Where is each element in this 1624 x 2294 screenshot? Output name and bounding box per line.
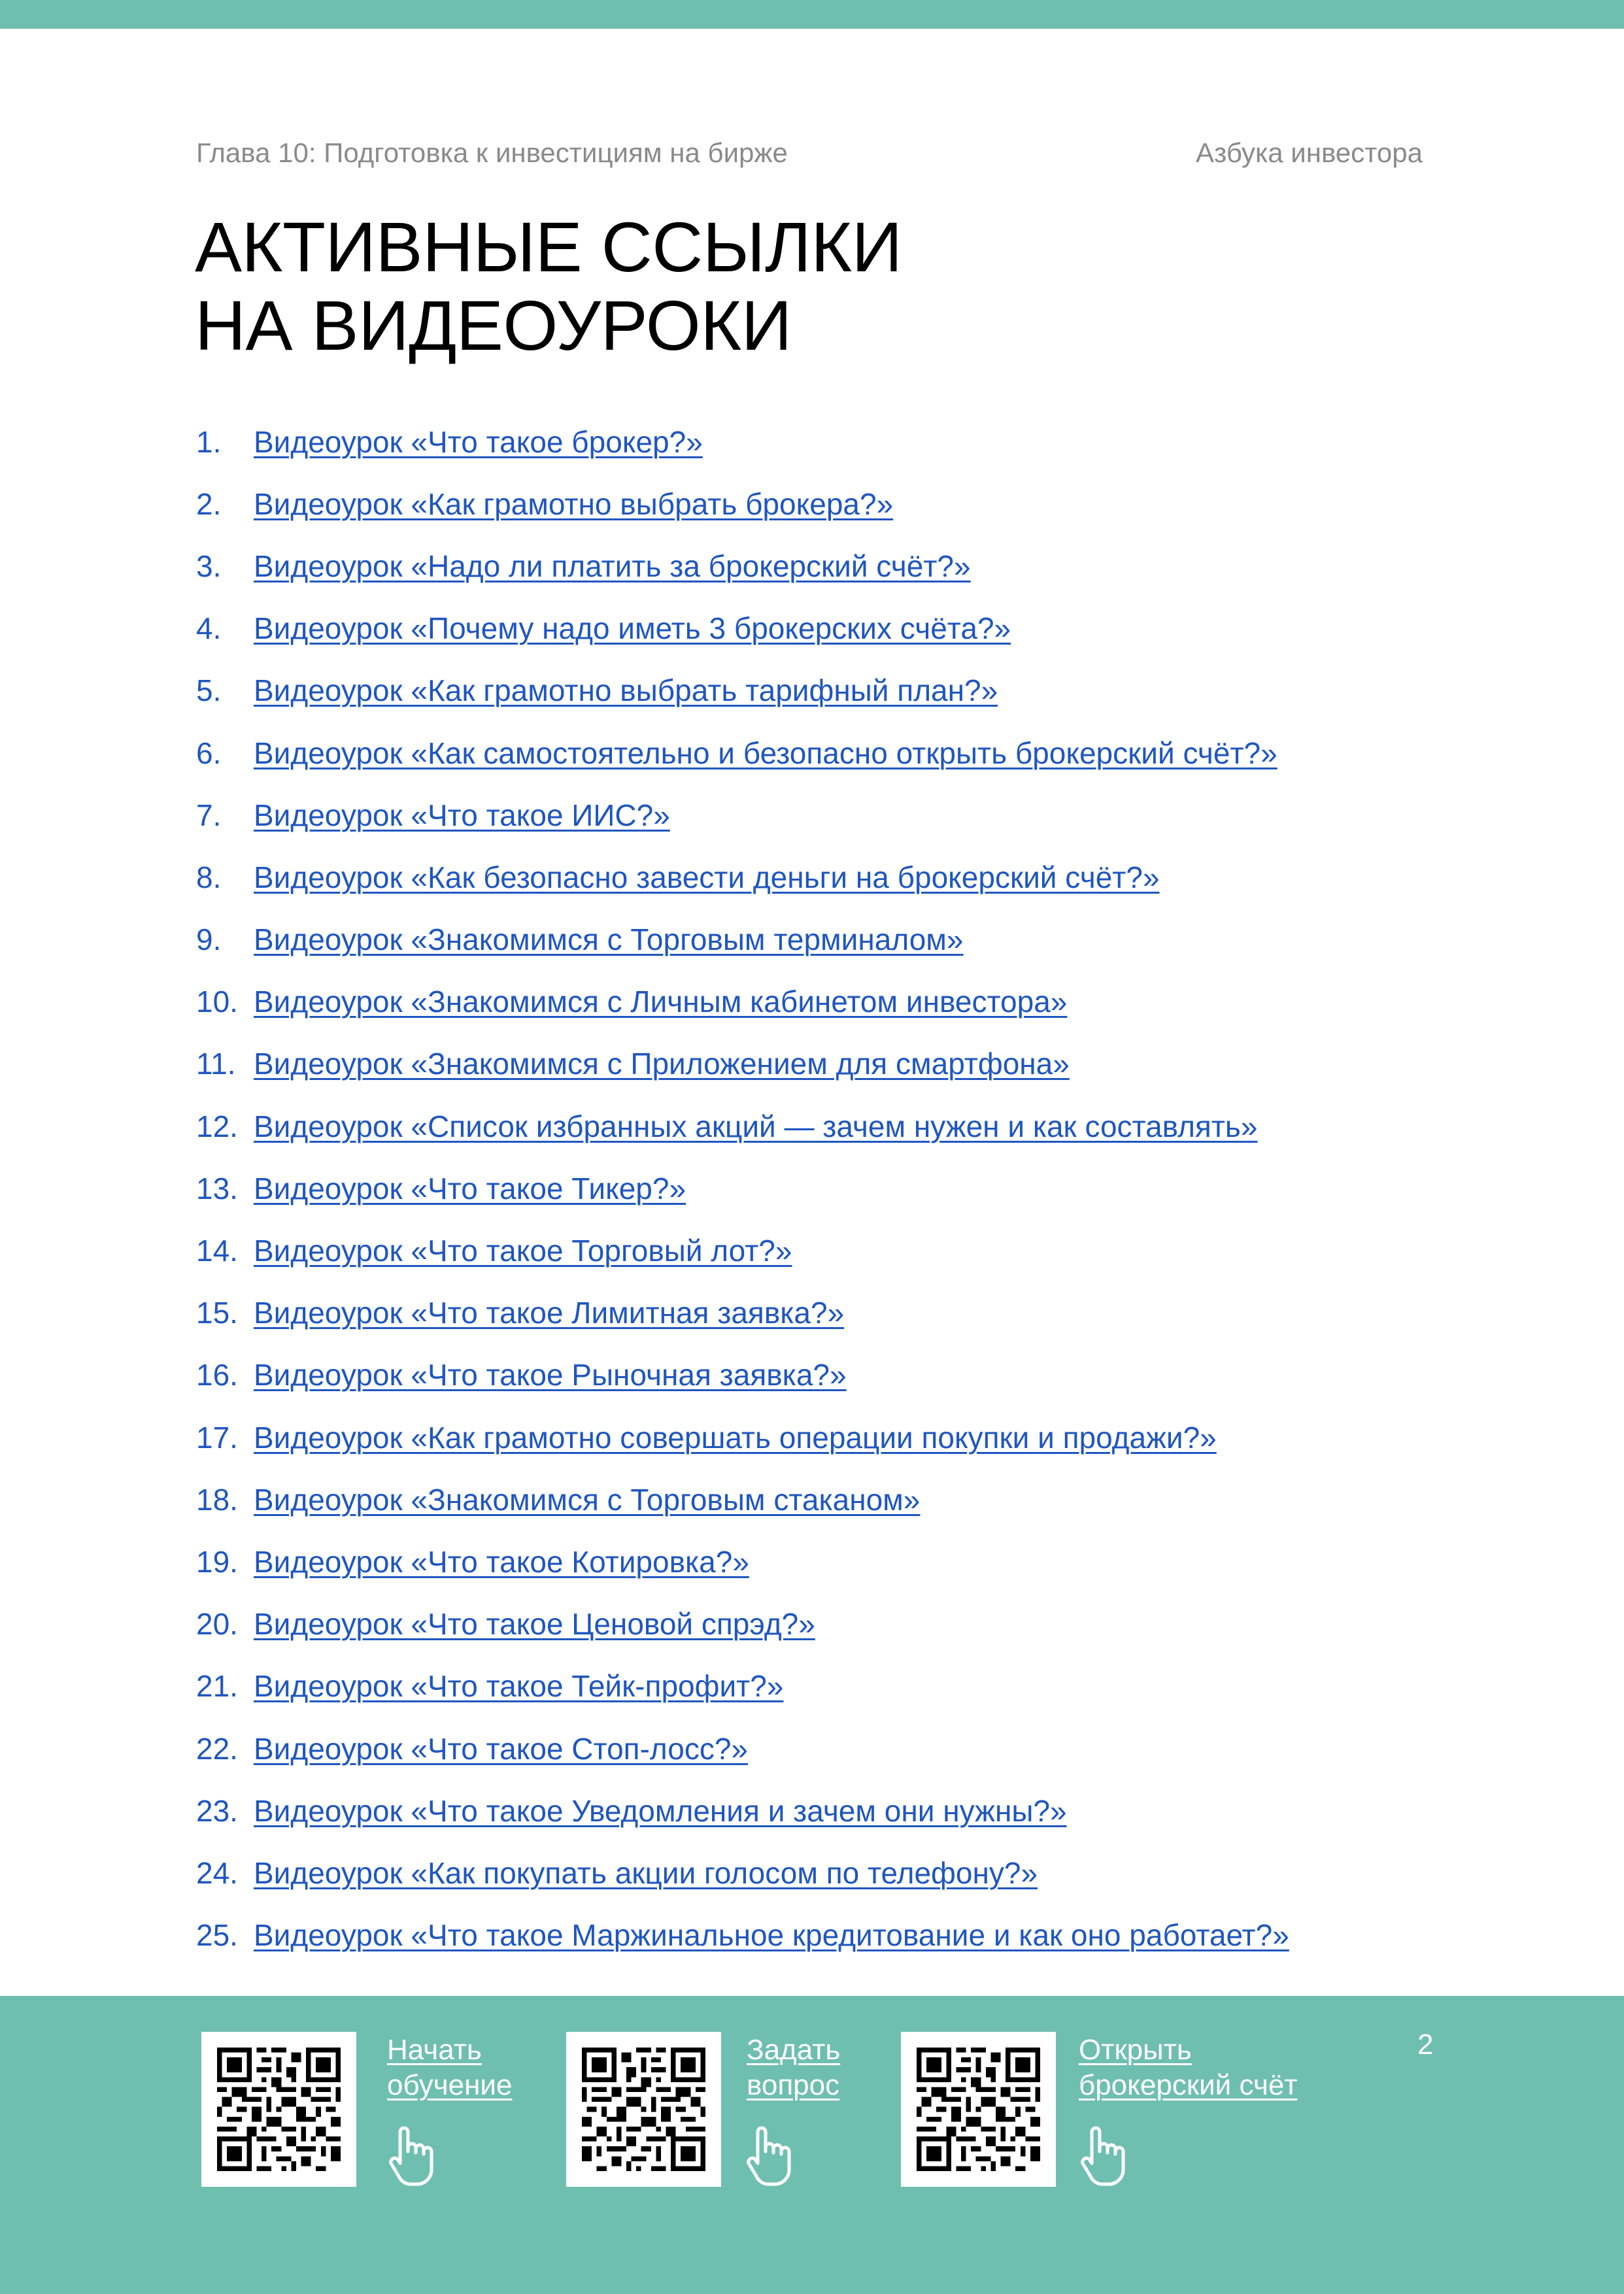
lesson-link[interactable]: Видеоурок «Что такое Рыночная заявка?» [254, 1358, 847, 1392]
lesson-link[interactable]: Видеоурок «Что такое Маржинальное кредитование и как оно работает?» [254, 1918, 1289, 1953]
lesson-link[interactable]: Видеоурок «Что такое Лимитная заявка?» [254, 1296, 845, 1330]
list-number: 25. [196, 1918, 238, 1953]
list-item [196, 1219, 1289, 1281]
list-item [196, 1282, 1289, 1344]
list-item [196, 1406, 1289, 1468]
lesson-link[interactable]: Видеоурок «Что такое Уведомления и зачем они нужны?» [254, 1793, 1067, 1828]
list-item [196, 1095, 1289, 1157]
list-number: 12. [196, 1109, 238, 1143]
list-number: 11. [196, 1047, 236, 1081]
qr-code-open-account[interactable] [901, 2032, 1056, 2187]
lesson-link[interactable]: Видеоурок «Что такое брокер?» [254, 424, 703, 459]
list-item [196, 1655, 1289, 1717]
list-item [196, 722, 1289, 784]
cta-line: Начать [387, 2034, 482, 2066]
list-item [196, 1344, 1289, 1406]
cta-line: брокерский счёт [1079, 2069, 1298, 2101]
lesson-link[interactable]: Видеоурок «Знакомимся с Торговым стаканом» [254, 1482, 921, 1517]
qr-code-icon [917, 2048, 1040, 2171]
cta-line: Задать [747, 2034, 841, 2066]
lesson-link[interactable]: Видеоурок «Знакомимся с Приложением для смартфона» [254, 1047, 1070, 1081]
list-number: 16. [196, 1358, 238, 1392]
running-header [196, 135, 1423, 171]
list-item [196, 535, 1289, 597]
list-item [196, 909, 1289, 971]
lesson-list [196, 411, 1289, 1966]
cta-line: Открыть [1079, 2034, 1192, 2066]
page-title [195, 208, 902, 365]
list-number: 5. [196, 673, 222, 708]
top-accent-bar [0, 0, 1624, 29]
list-item [196, 1904, 1289, 1966]
ask-question-link[interactable] [747, 2033, 840, 2103]
lesson-link[interactable]: Видеоурок «Знакомимся с Личным кабинетом инвестора» [254, 985, 1068, 1019]
lesson-link[interactable]: Видеоурок «Что такое Торговый лот?» [254, 1234, 792, 1268]
cta-line: обучение [387, 2069, 513, 2101]
list-item [196, 1033, 1289, 1095]
pointing-hand-icon [386, 2124, 438, 2187]
lesson-link[interactable]: Видеоурок «Как грамотно совершать операции покупки и продажи?» [254, 1420, 1217, 1455]
lesson-link[interactable]: Видеоурок «Что такое Ценовой спрэд?» [254, 1607, 815, 1642]
lesson-link[interactable]: Видеоурок «Как самостоятельно и безопасно открыть брокерский счёт?» [254, 735, 1277, 770]
lesson-link[interactable]: Видеоурок «Почему надо иметь 3 брокерских счёта?» [254, 611, 1011, 646]
list-number: 15. [196, 1296, 238, 1330]
open-account-link[interactable] [1079, 2033, 1298, 2103]
lesson-link[interactable]: Видеоурок «Как грамотно выбрать брокера?» [254, 486, 894, 521]
list-item [196, 1468, 1289, 1530]
list-item [196, 660, 1289, 722]
list-item [196, 1780, 1289, 1842]
list-number: 4. [196, 611, 222, 646]
lesson-link[interactable]: Видеоурок «Надо ли платить за брокерский счёт?» [254, 548, 971, 583]
lesson-link[interactable]: Видеоурок «Как грамотно выбрать тарифный план?» [254, 673, 998, 708]
qr-code-start-learning[interactable] [201, 2032, 356, 2187]
list-number: 10. [196, 985, 238, 1019]
lesson-link[interactable]: Видеоурок «Как покупать акции голосом по телефону?» [254, 1855, 1038, 1890]
chapter-title: Глава 10: Подготовка к инвестициям на бирже [196, 137, 788, 168]
lesson-link[interactable]: Видеоурок «Что такое Котировка?» [254, 1544, 749, 1579]
lesson-link[interactable]: Видеоурок «Что такое Стоп-лосс?» [254, 1731, 748, 1766]
list-item [196, 473, 1289, 535]
list-number: 20. [196, 1607, 238, 1642]
cta-line: вопрос [747, 2069, 840, 2101]
list-number: 14. [196, 1234, 238, 1268]
list-number: 22. [196, 1731, 238, 1766]
list-number: 17. [196, 1420, 238, 1455]
list-item [196, 411, 1289, 473]
list-number: 2. [196, 486, 222, 521]
lesson-link[interactable]: Видеоурок «Что такое ИИС?» [254, 798, 670, 832]
list-number: 7. [196, 798, 222, 832]
list-item [196, 1530, 1289, 1593]
lesson-link[interactable]: Видеоурок «Что такое Тикер?» [254, 1171, 686, 1206]
list-number: 19. [196, 1544, 238, 1579]
qr-code-icon [582, 2048, 705, 2171]
lesson-link[interactable]: Видеоурок «Как безопасно завести деньги на брокерский счёт?» [254, 860, 1160, 894]
list-item [196, 1157, 1289, 1219]
pointing-hand-icon [743, 2124, 796, 2187]
list-item [196, 971, 1289, 1033]
list-number: 24. [196, 1855, 238, 1890]
list-item [196, 846, 1289, 908]
list-number: 18. [196, 1482, 238, 1517]
qr-code-ask-question[interactable] [566, 2032, 721, 2187]
qr-code-icon [217, 2048, 341, 2171]
lesson-link[interactable]: Видеоурок «Что такое Тейк-профит?» [254, 1669, 784, 1704]
list-number: 9. [196, 922, 222, 957]
list-number: 1. [196, 424, 222, 459]
page-number: 2 [1417, 2029, 1434, 2061]
list-item [196, 784, 1289, 846]
list-number: 6. [196, 735, 222, 770]
lesson-link[interactable]: Видеоурок «Список избранных акций — зачем нужен и как составлять» [254, 1109, 1258, 1143]
list-number: 21. [196, 1669, 238, 1704]
list-item [196, 598, 1289, 660]
list-number: 13. [196, 1171, 238, 1206]
footer [0, 1996, 1624, 2294]
pointing-hand-icon [1077, 2124, 1130, 2187]
start-learning-link[interactable] [387, 2033, 512, 2103]
page-title-line-2: НА ВИДЕОУРОКИ [195, 286, 792, 365]
lesson-link[interactable]: Видеоурок «Знакомимся с Торговым терминалом» [254, 922, 964, 957]
list-number: 8. [196, 860, 222, 894]
list-number: 3. [196, 548, 222, 583]
list-item [196, 1842, 1289, 1904]
list-item [196, 1593, 1289, 1655]
page-title-line-1: АКТИВНЫЕ ССЫЛКИ [195, 207, 902, 286]
list-number: 23. [196, 1793, 238, 1828]
book-title: Азбука инвестора [1196, 137, 1423, 168]
list-item [196, 1717, 1289, 1780]
